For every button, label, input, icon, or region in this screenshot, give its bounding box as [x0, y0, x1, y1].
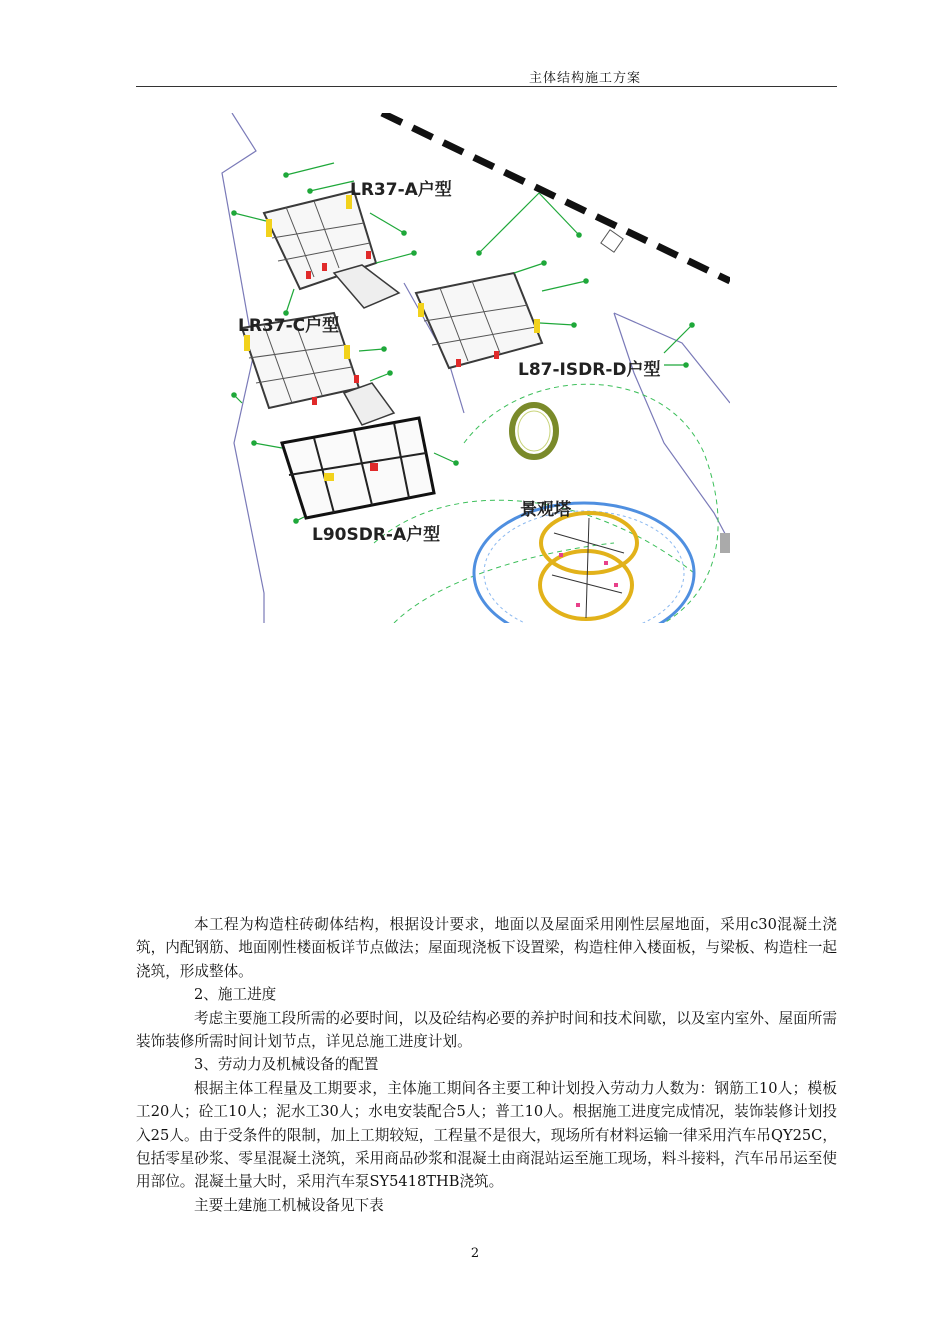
label-tower: 景观塔: [520, 500, 571, 520]
paragraph-structure: 本工程为构造柱砖砌体结构，根据设计要求，地面以及屋面采用刚性层屋地面，采用c30混凝土浇筑，内配钢筋、地面刚性楼面板详节点做法；屋面现浇板下设置梁，构造柱伸入楼面板，与梁板、构造柱一起浇筑，形成整体。: [136, 916, 837, 980]
heading-schedule: 2、施工进度: [194, 986, 277, 1004]
label-l87: L87-ISDR-D户型: [518, 360, 661, 380]
body-text: [136, 913, 837, 1217]
page-number: 2: [470, 1246, 480, 1261]
paragraph-schedule: 考虑主要施工段所需的必要时间，以及砼结构必要的养护时间和技术间歇，以及室内室外、屋面所需装饰装修所需时间计划节点，详见总施工进度计划。: [136, 1009, 837, 1051]
header-rule: [136, 86, 837, 87]
label-lr37a: LR37-A户型: [350, 180, 452, 200]
label-lr37c: LR37-C户型: [238, 316, 340, 336]
unit-l90: [282, 418, 434, 518]
tower-circle: [474, 503, 694, 623]
paragraph-equipment-note: 主要土建施工机械设备见下表: [194, 1196, 384, 1214]
paragraph-labor: 根据主体工程量及工期要求，主体施工期间各主要工种计划投入劳动力人数为：钢筋工10人；模板工20人；砼工10人；泥水工30人；水电安装配合5人；普工10人。根据施工进度完成情况，装饰装修计划投入25人。由于受条件的限制，加上工期较短，工程量不是很大，现场所有材料运输一律采用汽车吊QY25C，包括零星砂浆、零星混凝土浇筑，采用商品砂浆和混凝土由商混站运至施工现场，料斗接料，汽车吊吊运至使用部位。混凝土量大时，采用汽车泵SY5418THB浇筑。: [136, 1079, 837, 1191]
landscape-ring: [512, 405, 556, 457]
header-title: 主体结构施工方案: [528, 71, 641, 86]
heading-labor: 3、劳动力及机械设备的配置: [194, 1056, 379, 1074]
unit-l87: [416, 273, 542, 368]
site-plan-drawing: [194, 113, 730, 623]
label-l90: L90SDR-A户型: [312, 525, 441, 545]
site-marker-square: [601, 230, 623, 252]
